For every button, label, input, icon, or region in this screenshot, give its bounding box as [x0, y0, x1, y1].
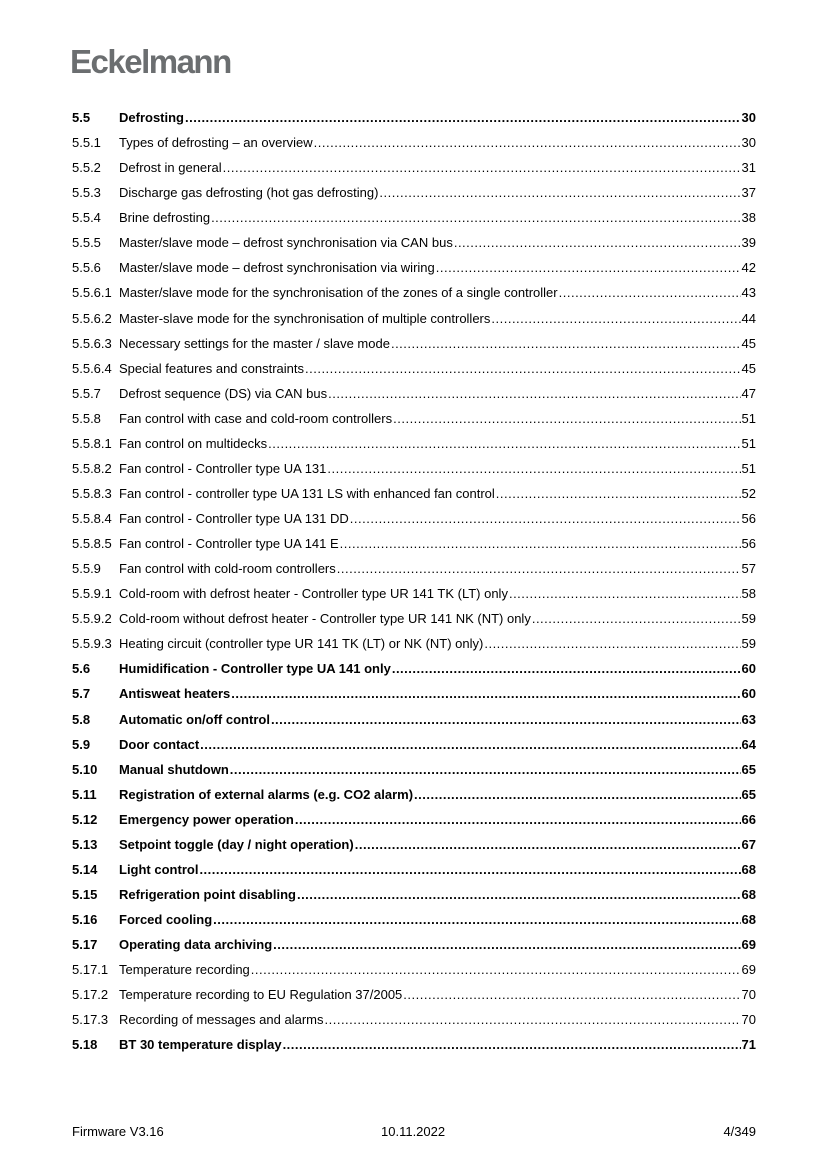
toc-number: 5.5.8.4 [72, 511, 112, 526]
toc-leader [273, 937, 740, 952]
toc-title: Master-slave mode for the synchronisation of multiple controllers [119, 310, 491, 326]
toc-number: 5.12 [72, 811, 98, 827]
toc-entry[interactable] [72, 862, 756, 887]
toc-number: 5.6 [72, 661, 91, 677]
toc-number: 5.17.2 [72, 987, 109, 1003]
toc-leader [532, 611, 741, 626]
toc-number: 5.5.6.4 [72, 360, 112, 376]
toc-number: 5.5.8.3 [72, 485, 112, 501]
toc-entry[interactable] [72, 762, 756, 787]
toc-leader [230, 762, 741, 777]
toc-number: 5.5.7 [72, 385, 101, 401]
toc-title: Light control [119, 861, 199, 877]
toc-leader [314, 135, 741, 150]
toc-page: 68 [741, 912, 756, 927]
toc-leader [350, 511, 741, 526]
toc-number: 5.17.3 [72, 1012, 109, 1028]
toc-leader [200, 737, 740, 752]
toc-page: 64 [741, 736, 756, 752]
toc-leader [268, 436, 740, 451]
toc-leader [496, 486, 741, 501]
toc-entry[interactable] [72, 386, 756, 411]
toc-leader [231, 686, 740, 701]
toc-title: Registration of external alarms (e.g. CO2 alarm) [119, 786, 414, 802]
toc-leader [223, 160, 741, 175]
toc-entry[interactable] [72, 110, 756, 135]
toc-number: 5.5.6.3 [72, 335, 112, 351]
toc-leader [379, 185, 740, 200]
toc-leader [559, 285, 741, 300]
toc-number: 5.5.1 [72, 135, 101, 151]
toc-title: Defrosting [119, 110, 184, 125]
toc-entry[interactable] [72, 611, 756, 636]
toc-entry[interactable] [72, 887, 756, 912]
toc-number: 5.17.1 [72, 962, 109, 978]
toc-leader [327, 461, 740, 476]
toc-title: Fan control - Controller type UA 141 E [119, 536, 339, 552]
toc-title: Fan control on multidecks [119, 435, 268, 451]
toc-leader [295, 812, 741, 827]
toc-page: 65 [741, 786, 756, 802]
toc-leader [414, 787, 740, 802]
toc-title: Special features and constraints [119, 360, 304, 376]
toc-page: 51 [741, 460, 756, 476]
toc-leader [454, 235, 741, 250]
toc-title: Fan control with cold-room controllers [119, 561, 336, 577]
toc-page: 68 [741, 861, 756, 877]
toc-page: 71 [741, 1037, 756, 1053]
toc-page: 51 [741, 435, 756, 451]
toc-title: Door contact [119, 736, 200, 752]
toc-number: 5.5.3 [72, 185, 101, 201]
toc-number: 5.15 [72, 886, 98, 902]
toc-leader [211, 210, 740, 225]
toc-entry[interactable] [72, 661, 756, 686]
toc-page: 60 [741, 661, 756, 677]
toc-title: Master/slave mode – defrost synchronisation via CAN bus [119, 235, 453, 251]
toc-number: 5.5.8.5 [72, 536, 112, 552]
toc-title: Manual shutdown [119, 761, 229, 777]
toc-entry[interactable] [72, 737, 756, 762]
toc-entry[interactable] [72, 1012, 756, 1037]
toc-page: 45 [741, 335, 756, 351]
toc-leader [509, 586, 741, 601]
toc-title: Fan control - controller type UA 131 LS with enhanced fan control [119, 485, 495, 501]
toc-leader [305, 361, 741, 376]
toc-number: 5.5 [72, 110, 91, 125]
toc-entry[interactable] [72, 636, 756, 661]
toc-leader [213, 912, 740, 927]
toc-entry[interactable] [72, 962, 756, 987]
toc-number: 5.5.8 [72, 410, 101, 426]
toc-page: 43 [741, 285, 756, 301]
toc-number: 5.13 [72, 836, 98, 852]
toc-number: 5.5.6.2 [72, 310, 112, 326]
toc-number: 5.5.5 [72, 235, 101, 251]
toc-number: 5.5.8.1 [72, 435, 112, 451]
toc-title: Necessary settings for the master / slave mode [119, 335, 390, 351]
toc-entry[interactable] [72, 336, 756, 361]
toc-title: BT 30 temperature display [119, 1037, 282, 1053]
toc-page: 37 [741, 185, 756, 201]
footer-date: 10.11.2022 [381, 1124, 446, 1139]
toc-leader [337, 561, 741, 576]
toc-page: 39 [741, 235, 756, 251]
toc-number: 5.5.4 [72, 210, 101, 226]
toc-page: 60 [741, 686, 756, 702]
toc-page: 63 [741, 711, 756, 727]
toc-title: Humidification - Controller type UA 141 only [119, 661, 391, 677]
toc-entry[interactable] [72, 235, 756, 260]
footer-page-number: 4/349 [723, 1124, 756, 1139]
toc-entry[interactable] [72, 210, 756, 235]
toc-leader [391, 336, 741, 351]
toc-entry[interactable] [72, 135, 756, 160]
toc-number: 5.18 [72, 1037, 98, 1053]
toc-title: Types of defrosting – an overview [119, 135, 313, 151]
toc-title: Defrost in general [119, 160, 222, 176]
toc-leader [325, 1012, 741, 1027]
toc-leader [484, 636, 740, 651]
toc-entry[interactable] [72, 1037, 756, 1062]
toc-page: 30 [741, 135, 756, 151]
toc-number: 5.5.9.1 [72, 586, 112, 602]
toc-page: 45 [741, 360, 756, 376]
toc-title: Fan control - Controller type UA 131 [119, 460, 327, 476]
toc-number: 5.5.8.2 [72, 460, 112, 476]
toc-title: Heating circuit (controller type UR 141 TK (LT) or NK (NT) only) [119, 636, 484, 652]
toc-page: 42 [741, 260, 756, 276]
toc-page: 65 [741, 761, 756, 777]
toc-number: 5.5.9 [72, 561, 101, 577]
toc-leader [185, 110, 741, 125]
toc-entry[interactable] [72, 160, 756, 185]
toc-page: 59 [741, 611, 756, 627]
toc-leader [393, 411, 740, 426]
toc-entry[interactable] [72, 987, 756, 1012]
toc-entry[interactable] [72, 837, 756, 862]
toc-page: 57 [741, 561, 756, 577]
toc-page: 70 [741, 987, 756, 1003]
toc-page: 66 [741, 811, 756, 827]
toc-entry[interactable] [72, 436, 756, 461]
toc-number: 5.9 [72, 736, 91, 752]
toc-page: 51 [741, 410, 756, 426]
toc-entry[interactable] [72, 260, 756, 285]
toc-leader [355, 837, 741, 852]
toc-entry[interactable] [72, 812, 756, 837]
toc-leader [251, 962, 741, 977]
toc-leader [297, 887, 741, 902]
toc-title: Recording of messages and alarms [119, 1012, 324, 1028]
toc-entry[interactable] [72, 285, 756, 310]
toc-leader [283, 1037, 741, 1052]
toc-page: 56 [741, 511, 756, 526]
toc-title: Master/slave mode for the synchronisation of the zones of a single controller [119, 285, 558, 301]
toc-entry[interactable] [72, 937, 756, 962]
toc-page: 58 [741, 586, 756, 602]
toc-title: Master/slave mode – defrost synchronisation via wiring [119, 260, 435, 276]
toc-entry[interactable] [72, 461, 756, 486]
toc-leader [436, 260, 741, 275]
toc-title: Discharge gas defrosting (hot gas defrosting) [119, 185, 379, 201]
toc-page: 30 [741, 110, 756, 125]
toc-number: 5.5.6.1 [72, 285, 112, 301]
toc-number: 5.5.9.2 [72, 611, 112, 627]
toc-entry[interactable] [72, 586, 756, 611]
toc-title: Automatic on/off control [119, 711, 270, 727]
toc-title: Antisweat heaters [119, 686, 231, 702]
toc-title: Setpoint toggle (day / night operation) [119, 836, 354, 852]
toc-number: 5.17 [72, 937, 98, 953]
toc-leader [392, 661, 741, 676]
eckelmann-logo: Eckelmann [70, 43, 231, 80]
toc-title: Emergency power operation [119, 811, 294, 827]
toc-number: 5.10 [72, 761, 98, 777]
toc-leader [403, 987, 740, 1002]
toc-title: Temperature recording to EU Regulation 37/2005 [119, 987, 403, 1003]
toc-entry[interactable] [72, 686, 756, 711]
toc-entry[interactable] [72, 311, 756, 336]
toc-entry[interactable] [72, 787, 756, 812]
toc-title: Fan control - Controller type UA 131 DD [119, 511, 349, 526]
toc-entry[interactable] [72, 912, 756, 937]
toc-number: 5.11 [72, 786, 97, 802]
toc-page: 56 [741, 536, 756, 552]
toc-title: Cold-room without defrost heater - Controller type UR 141 NK (NT) only [119, 611, 531, 627]
toc-number: 5.8 [72, 711, 91, 727]
toc-title: Operating data archiving [119, 937, 273, 953]
toc-number: 5.14 [72, 861, 98, 877]
toc-page: 70 [741, 1012, 756, 1028]
toc-number: 5.7 [72, 686, 91, 702]
toc-page: 69 [741, 962, 756, 978]
toc-entry[interactable] [72, 411, 756, 436]
toc-entry[interactable] [72, 536, 756, 561]
toc-title: Brine defrosting [119, 210, 211, 226]
toc-title: Defrost sequence (DS) via CAN bus [119, 385, 328, 401]
toc-page: 38 [741, 210, 756, 226]
toc-page: 44 [741, 310, 756, 326]
toc-leader [328, 386, 740, 401]
toc-leader [340, 536, 741, 551]
toc-number: 5.5.6 [72, 260, 101, 276]
toc-title: Refrigeration point disabling [119, 886, 296, 902]
toc-title: Temperature recording [119, 962, 250, 978]
toc-leader [271, 712, 741, 727]
footer-firmware: Firmware V3.16 [72, 1124, 164, 1139]
toc-page: 67 [741, 836, 756, 852]
toc-page: 68 [741, 886, 756, 902]
toc-leader [199, 862, 740, 877]
toc-page: 52 [741, 485, 756, 501]
table-of-contents [72, 110, 756, 1062]
toc-page: 59 [741, 636, 756, 652]
toc-number: 5.16 [72, 912, 98, 927]
toc-entry[interactable] [72, 561, 756, 586]
toc-entry[interactable] [72, 361, 756, 386]
toc-entry[interactable] [72, 486, 756, 511]
toc-title: Cold-room with defrost heater - Controller type UR 141 TK (LT) only [119, 586, 508, 602]
toc-page: 47 [741, 385, 756, 401]
toc-page: 31 [741, 160, 756, 176]
toc-title: Fan control with case and cold-room controllers [119, 410, 393, 426]
toc-leader [491, 311, 740, 326]
toc-number: 5.5.9.3 [72, 636, 112, 652]
toc-entry[interactable] [72, 511, 756, 536]
toc-title: Forced cooling [119, 912, 213, 927]
toc-entry[interactable] [72, 185, 756, 210]
toc-number: 5.5.2 [72, 160, 101, 176]
toc-entry[interactable] [72, 712, 756, 737]
toc-page: 69 [741, 937, 756, 953]
